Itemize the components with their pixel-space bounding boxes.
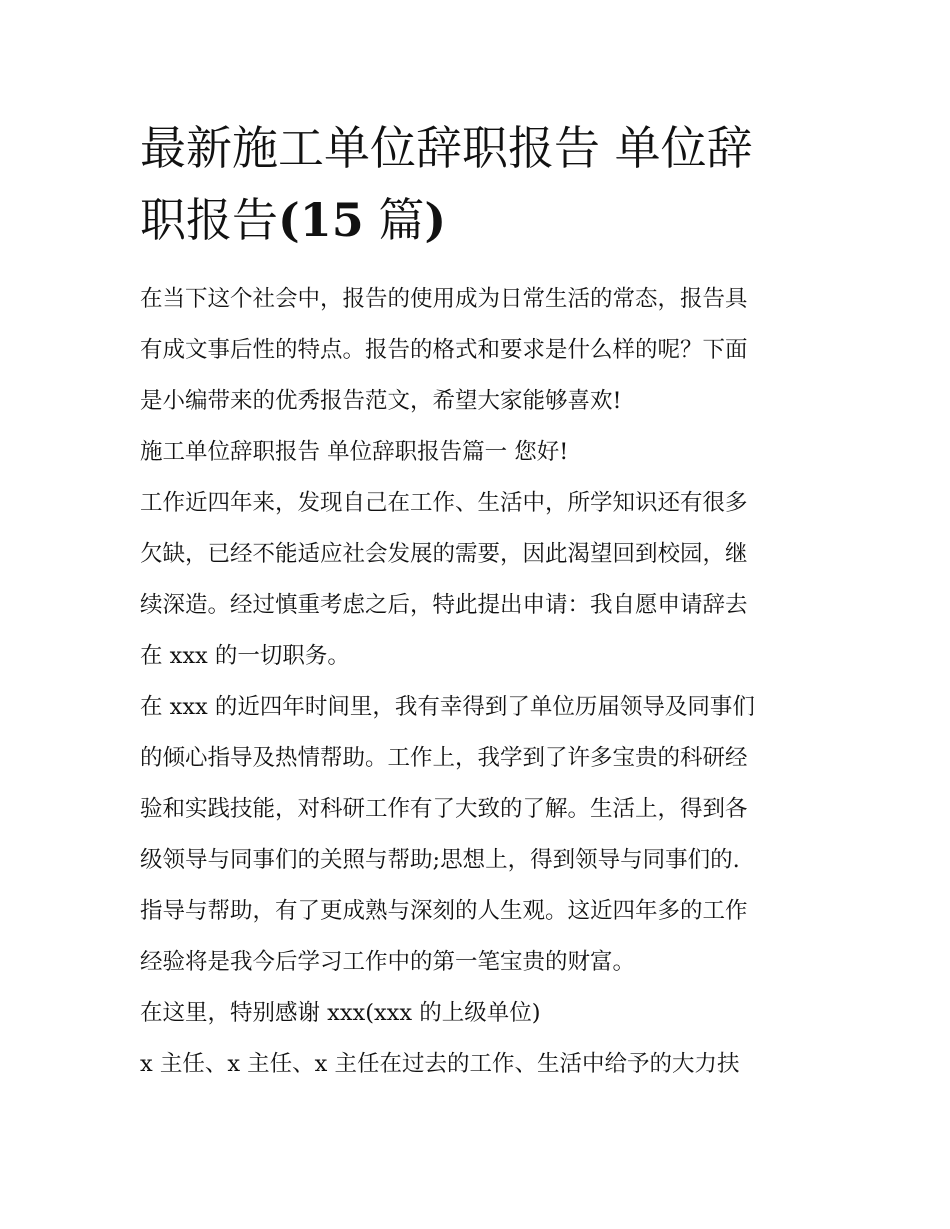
- text-line: 指导与帮助，有了更成熟与深刻的人生观。这近四年多的工作: [140, 898, 748, 924]
- text-line: 的倾心指导及热情帮助。工作上，我学到了许多宝贵的科研经: [140, 745, 748, 771]
- paragraph-reason: [140, 478, 812, 682]
- title-paren: ): [424, 193, 447, 247]
- paragraph-directors: [140, 1039, 812, 1090]
- text-line: 经验将是我今后学习工作中的第一笔宝贵的财富。: [140, 949, 636, 975]
- title-line-2: 职报告(15 篇): [140, 193, 447, 247]
- title-line-1: 最新施工单位辞职报告 单位辞: [140, 121, 753, 175]
- paragraph-heading: [140, 427, 812, 478]
- text-line: 欠缺，已经不能适应社会发展的需要，因此渴望回到校园，继: [140, 541, 748, 567]
- document-title: [140, 112, 812, 256]
- text-line: 在 xxx 的一切职务。: [140, 643, 350, 669]
- text-line: 有成文事后性的特点。报告的格式和要求是什么样的呢？下面: [140, 337, 748, 363]
- title-count: (15: [278, 193, 364, 247]
- text-line: 在当下这个社会中，报告的使用成为日常生活的常态，报告具: [140, 286, 748, 312]
- text-line: 工作近四年来，发现自己在工作、生活中，所学知识还有很多: [140, 490, 748, 516]
- paragraph-gratitude: [140, 682, 812, 988]
- text-line: 是小编带来的优秀报告范文，希望大家能够喜欢!: [140, 388, 622, 414]
- text-line: 级领导与同事们的关照与帮助;思想上，得到领导与同事们的.: [140, 847, 740, 873]
- text-line: 在 xxx 的近四年时间里，我有幸得到了单位历届领导及同事们: [140, 694, 755, 720]
- paragraph-intro: [140, 274, 812, 427]
- text-line: 施工单位辞职报告 单位辞职报告篇一 您好!: [140, 439, 569, 465]
- document-body: [140, 112, 812, 1090]
- paragraph-thanks: [140, 988, 812, 1039]
- text-line: 验和实践技能，对科研工作有了大致的了解。生活上，得到各: [140, 796, 748, 822]
- text-line: 在这里，特别感谢 xxx(xxx 的上级单位): [140, 1000, 541, 1026]
- text-line: x 主任、x 主任、x 主任在过去的工作、生活中给予的大力扶: [140, 1051, 740, 1077]
- text-line: 续深造。经过慎重考虑之后，特此提出申请：我自愿申请辞去: [140, 592, 748, 618]
